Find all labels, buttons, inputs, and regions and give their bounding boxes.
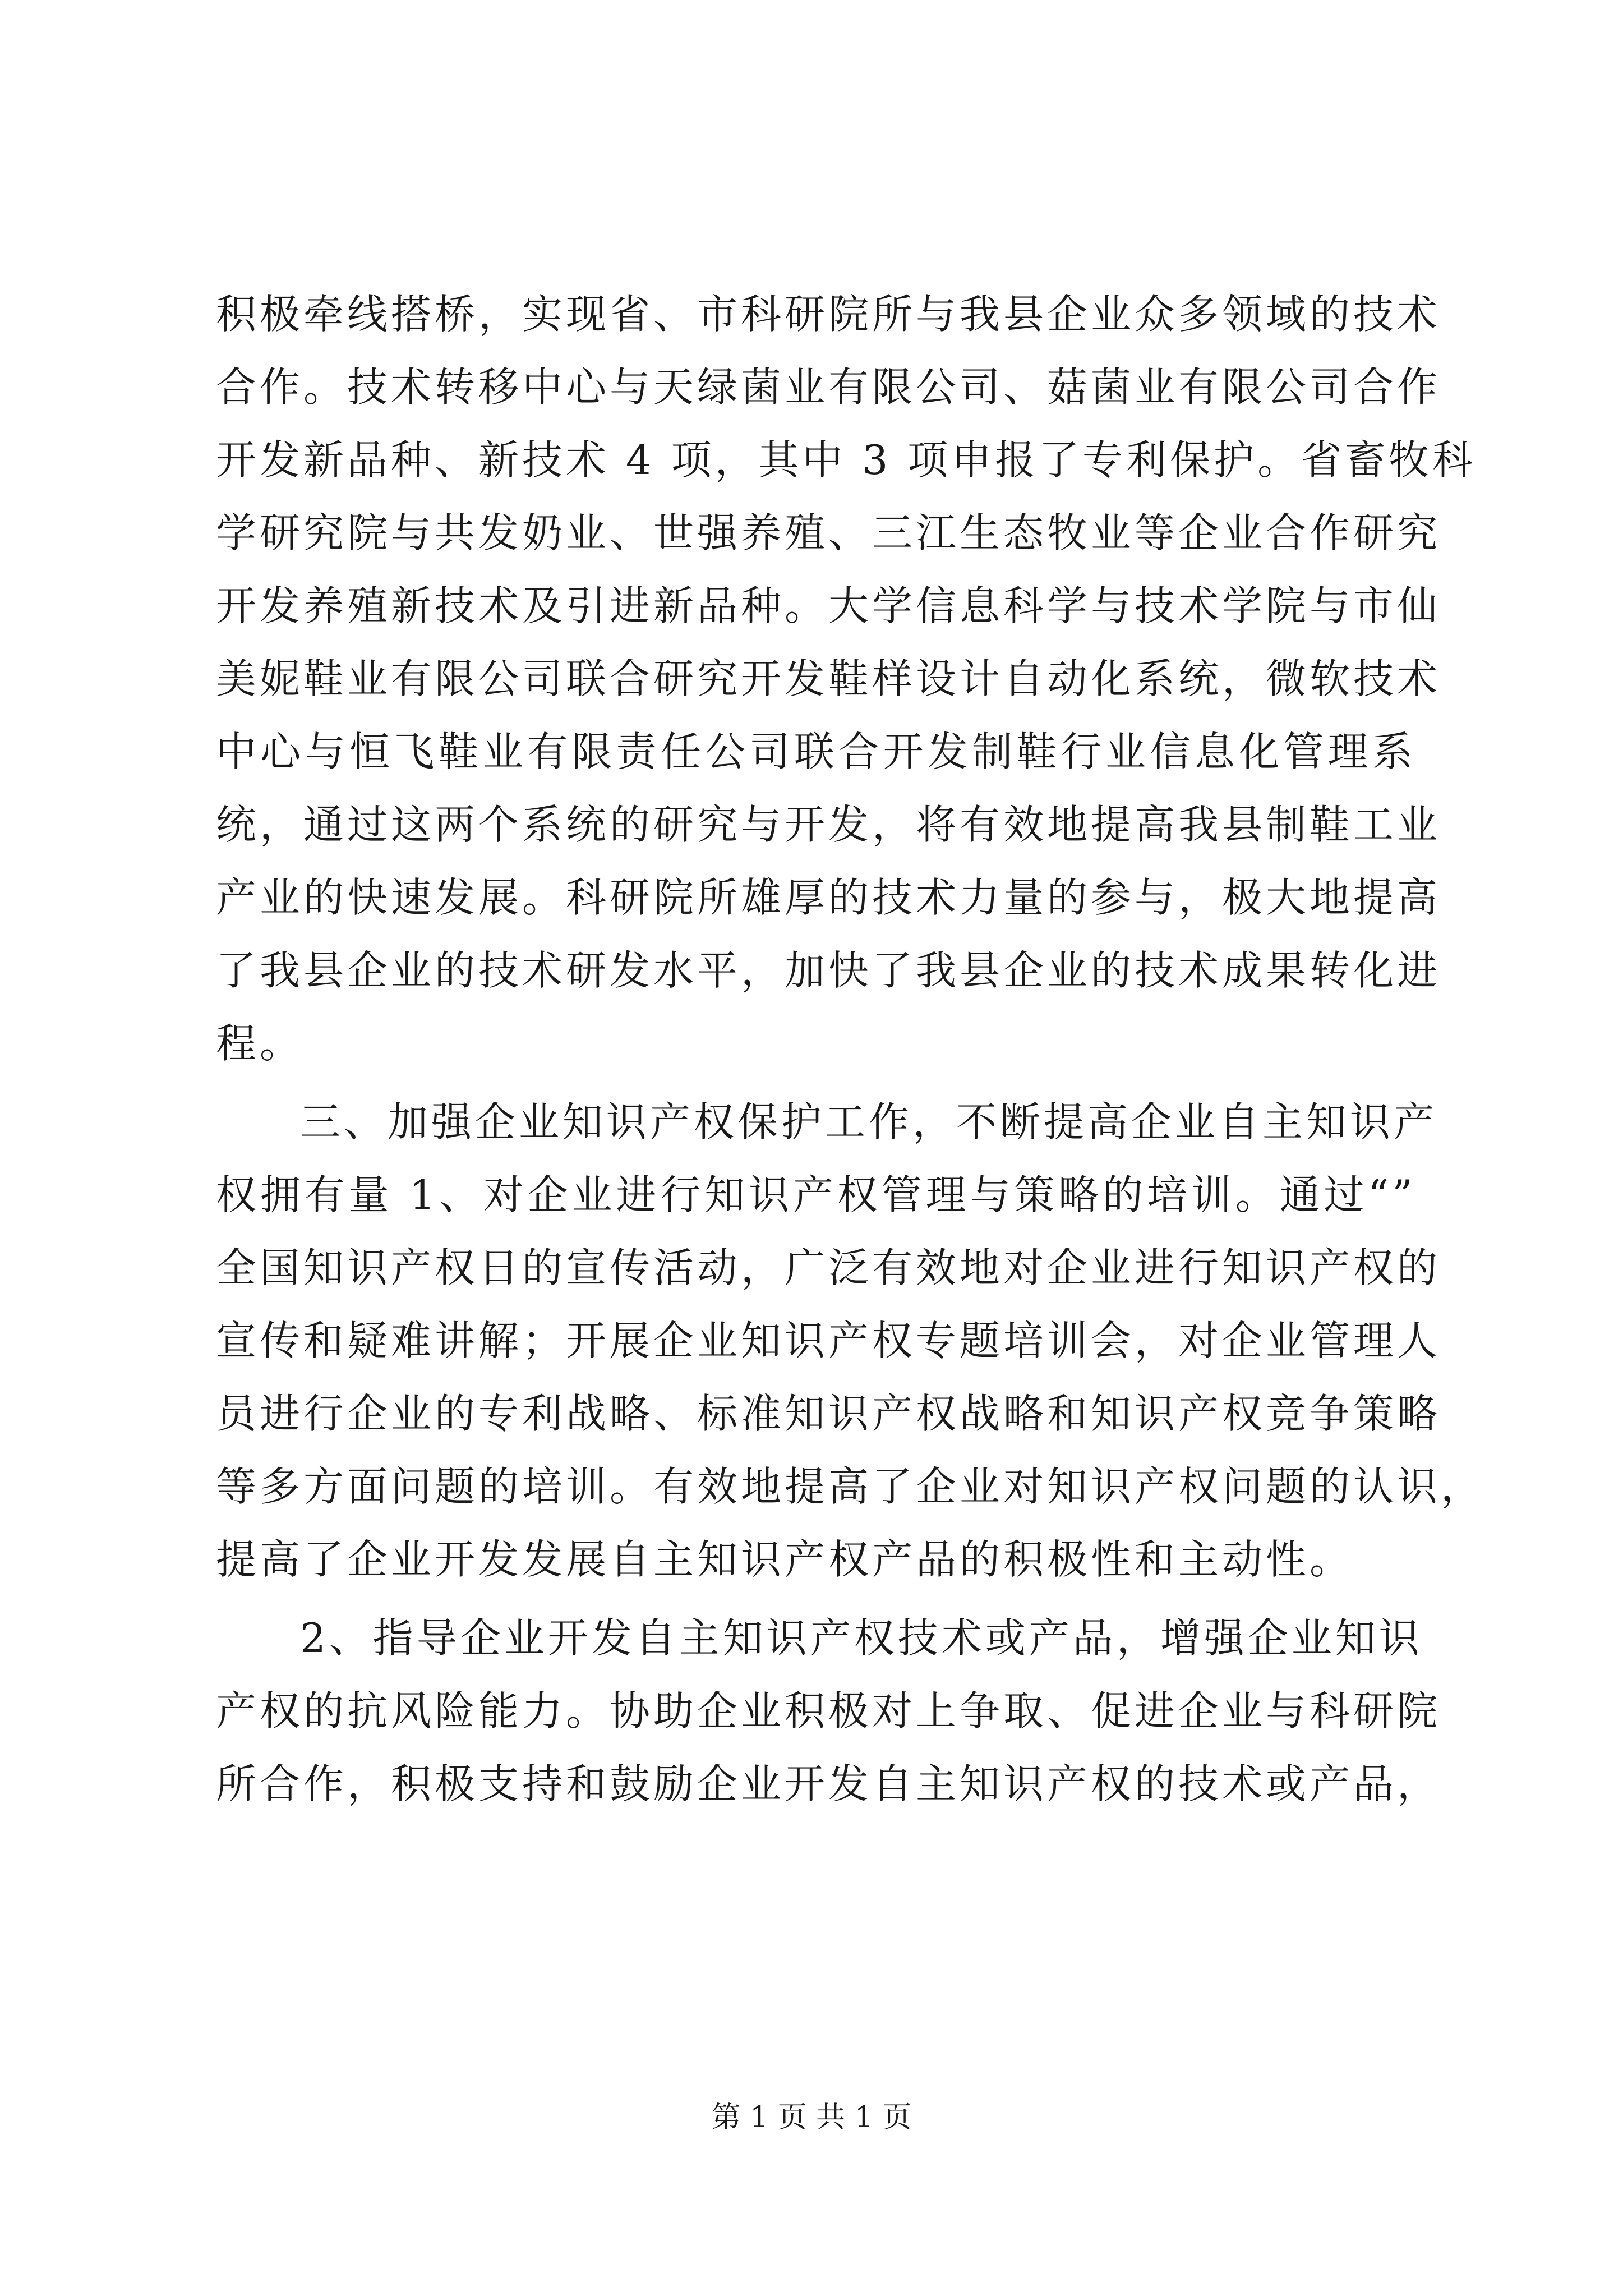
text-line: 产权的抗风险能力。协助企业积极对上争取、促进企业与科研院 — [216, 1687, 1441, 1734]
text-line: 中心与恒飞鞋业有限责任公司联合开发制鞋行业信息化管理系 — [216, 728, 1416, 775]
text-line: 合作。技术转移中心与天绿菌业有限公司、菇菌业有限公司合作 — [216, 364, 1441, 411]
text-line: 程。 — [216, 1020, 304, 1067]
paragraph-start-line: 2、指导企业开发自主知识产权技术或产品，增强企业知识 — [300, 1614, 1423, 1662]
text-line: 提高了企业开发发展自主知识产权产品的积极性和主动性。 — [216, 1536, 1354, 1583]
section-heading-line: 三、加强企业知识产权保护工作，不断提高企业自主知识产 — [300, 1098, 1438, 1145]
text-line: 所合作，积极支持和鼓励企业开发自主知识产权的技术或产品， — [216, 1760, 1441, 1807]
text-line: 开发养殖新技术及引进新品种。大学信息科学与技术学院与市仙 — [216, 582, 1441, 629]
text-line: 权拥有量 1、对企业进行知识产权管理与策略的培训。通过“” — [216, 1171, 1416, 1218]
text-line: 美妮鞋业有限公司联合研究开发鞋样设计自动化系统，微软技术 — [216, 655, 1441, 702]
page-footer: 第 1 页 共 1 页 — [711, 2101, 912, 2134]
text-line: 等多方面问题的培训。有效地提高了企业对知识产权问题的认识， — [216, 1463, 1485, 1510]
text-line: 开发新品种、新技术 4 项，其中 3 项申报了专利保护。省畜牧科 — [216, 436, 1477, 484]
text-line: 了我县企业的技术研发水平，加快了我县企业的技术成果转化进 — [216, 947, 1441, 994]
text-line: 员进行企业的专利战略、标准知识产权战略和知识产权竞争策略 — [216, 1390, 1441, 1437]
text-line: 产业的快速发展。科研院所雄厚的技术力量的参与，极大地提高 — [216, 874, 1441, 921]
text-line: 全国知识产权日的宣传活动，广泛有效地对企业进行知识产权的 — [216, 1244, 1441, 1291]
text-line: 统，通过这两个系统的研究与开发，将有效地提高我县制鞋工业 — [216, 801, 1441, 848]
text-line: 积极牵线搭桥，实现省、市科研院所与我县企业众多领域的技术 — [216, 291, 1441, 338]
text-line: 宣传和疑难讲解；开展企业知识产权专题培训会，对企业管理人 — [216, 1317, 1441, 1364]
text-line: 学研究院与共发奶业、世强养殖、三江生态牧业等企业合作研究 — [216, 509, 1441, 556]
